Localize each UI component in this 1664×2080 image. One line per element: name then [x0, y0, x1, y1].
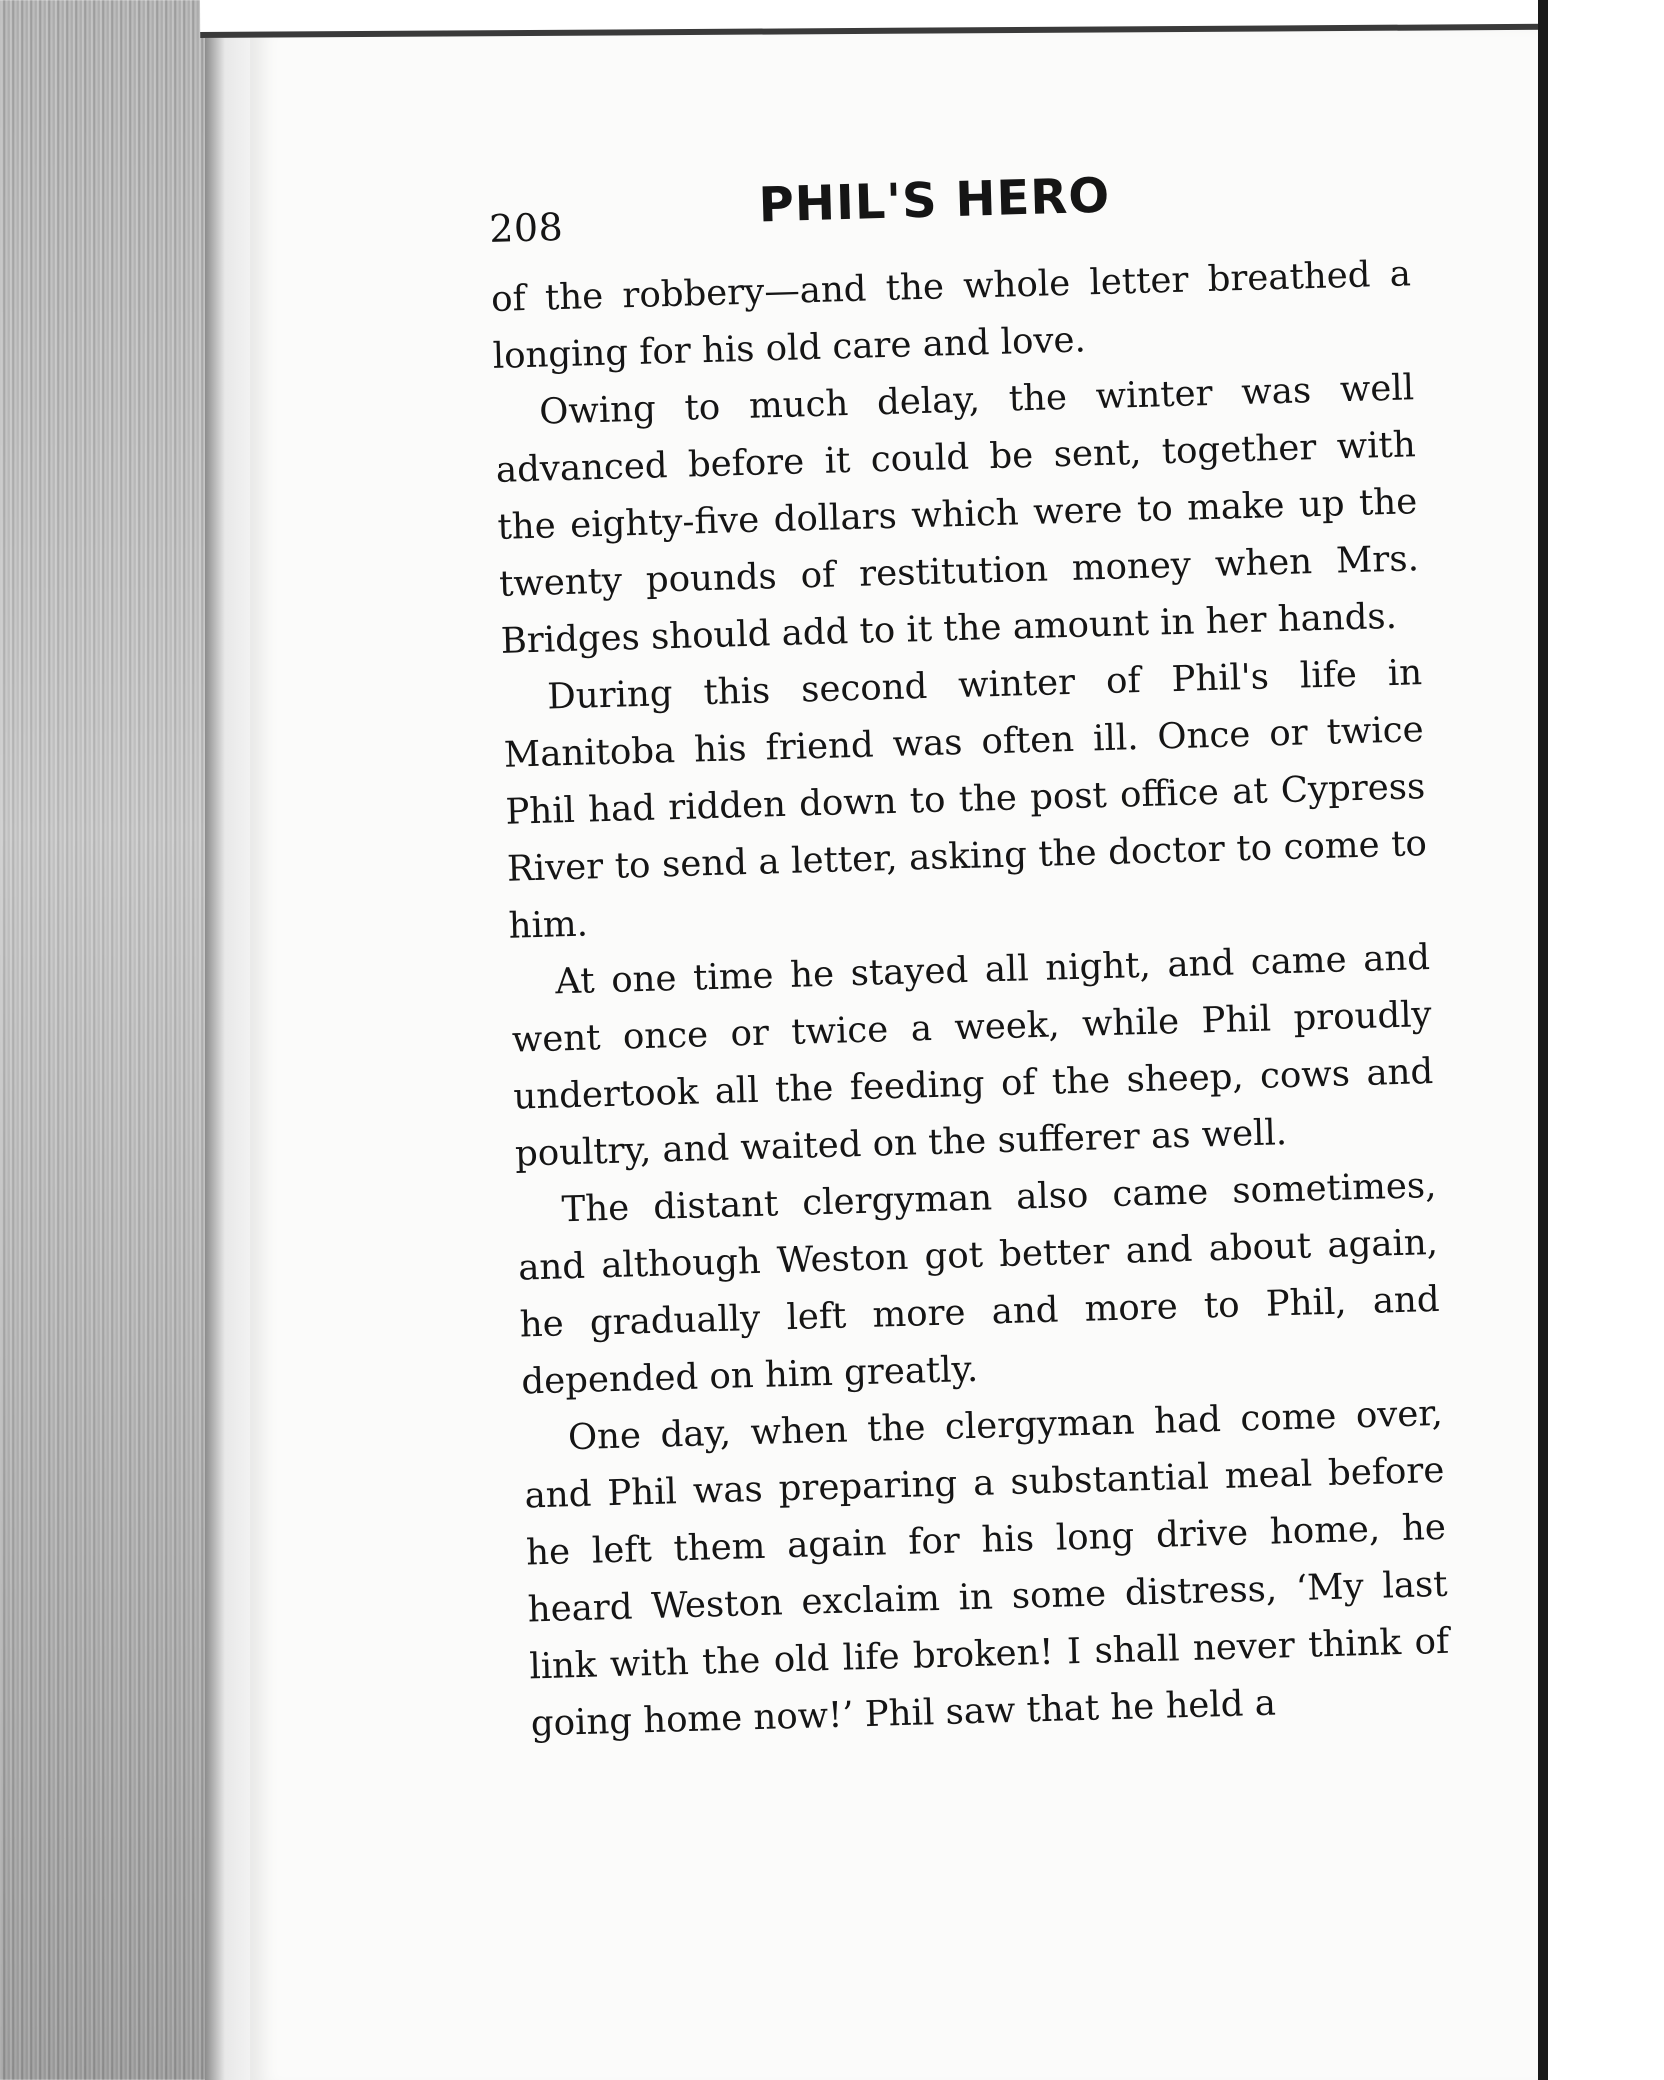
- page-curl-shadow: [205, 30, 255, 2080]
- paragraph-continued: of the robbery—and the whole letter breathed a longing for his old care and love.: [490, 253, 1412, 377]
- page-text-block: [488, 159, 1451, 1752]
- paragraph: The distant clergyman also came sometimes, and although Weston got better and about again, he gradually left more and more to Phil, and depended on him greatly.: [517, 1164, 1441, 1403]
- paragraph: Owing to much delay, the winter was well advanced before it could be sent, together with the eighty-five dollars which were to make up the twenty pounds of restitution money when Mrs. Bridges should add to it the amount in her hands.: [495, 367, 1420, 662]
- running-head: PHIL'S HERO: [757, 167, 1111, 234]
- paragraph: One day, when the clergyman had come over, and Phil was preparing a substantial meal before he left them again for his long drive home, he heard Weston exclaim in some distress, ‘My last link with the old life broken! I shall never think of going home now!’ Phil saw that he held a: [524, 1392, 1450, 1745]
- book-gutter: [1538, 0, 1548, 2080]
- facing-page-edge: [1548, 0, 1664, 2080]
- paragraph: During this second winter of Phil's life in Manitoba his friend was often ill. Once or twice Phil had ridden down to the post office at Cypress River to send a letter, asking the doctor to come to him.: [503, 652, 1428, 947]
- page-number: 208: [488, 204, 564, 251]
- paragraph: At one time he stayed all night, and came and went once or twice a week, while Phil proudly undertook all the feeding of the sheep, cows and poultry, and waited on the sufferer as well.: [511, 937, 1434, 1175]
